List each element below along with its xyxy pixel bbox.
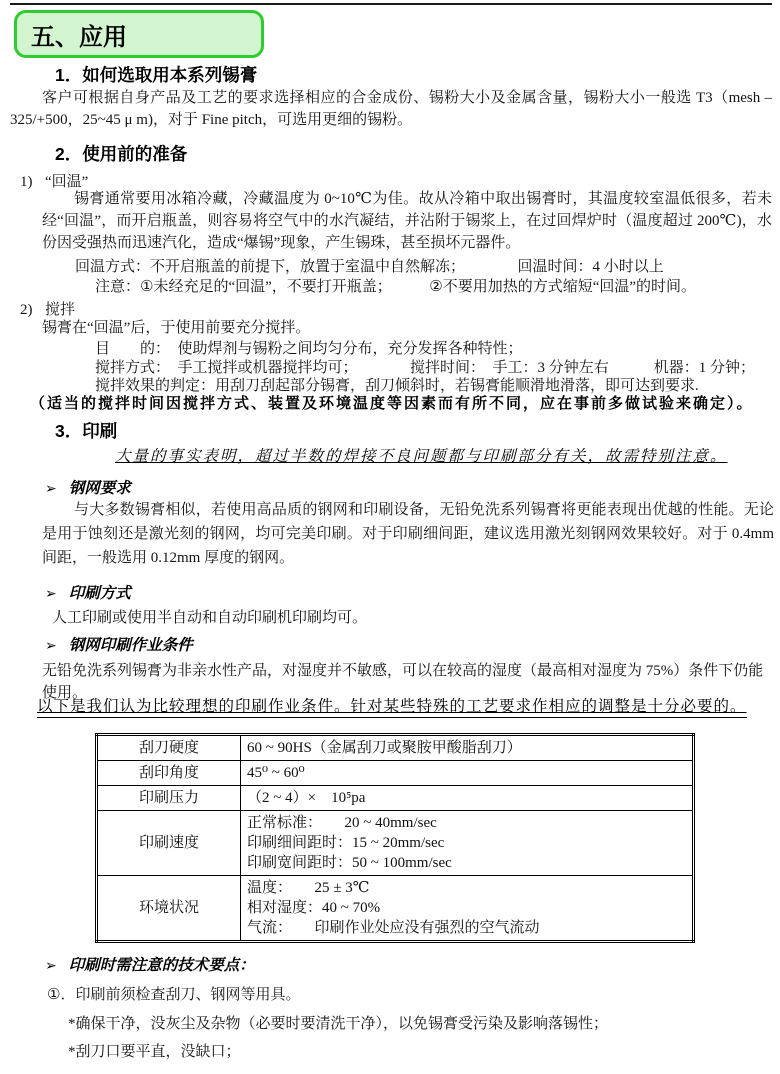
list-item-number: 1): [20, 174, 33, 190]
section-1-paragraph: 客户可根据自身产品及工艺的要求选择相应的合金成份、锡粉大小及金属含量，锡粉大小一般选 T3（mesh –325/+500，25~45 μ m)，对于 Fine pitch，可选用更细的锡粉。: [10, 90, 772, 128]
bullet-technical-points: [45, 953, 255, 975]
arrowhead-bullet-icon: ➢: [45, 586, 57, 602]
table-row: [97, 811, 694, 876]
cell-value: 印刷宽间距时：50 ~ 100mm/sec: [247, 855, 452, 871]
point-1-sub-2: *刮刀口要平直，没缺口；: [68, 1044, 241, 1060]
list-item-label: “回温”: [45, 174, 89, 190]
bullet-title: 钢网要求: [68, 480, 131, 497]
cell-value: 相对湿度：40 ~ 70%: [247, 900, 381, 916]
list-item-stir: [20, 298, 75, 319]
table-row: [97, 876, 694, 942]
list-item-label: 搅拌: [45, 302, 76, 318]
bullet-stencil-requirements: [45, 476, 131, 498]
bullet-printing-conditions: [45, 633, 193, 655]
reheat-paragraph: 锡膏通常要用冰箱冷藏，冷藏温度为 0~10℃为佳。故从冷箱中取出锡膏时，其温度较室温低很多，若未经“回温”，而开启瓶盖，则容易将空气中的水汽凝结，并沾附于锡浆上，在过回焊炉时（温度超过 200℃)，水份因受强热而迅速汽化，造成“爆锡”现象，产生锡珠，甚至损坏元器件。: [42, 191, 772, 251]
cell-value: （2 ~ 4）× 10⁵pa: [247, 790, 366, 806]
section-2-heading: 2．使用前的准备: [55, 144, 188, 164]
list-item-number: 2): [20, 302, 33, 318]
cell-value: 60 ~ 90HS（金属刮刀或聚胺甲酸脂刮刀）: [247, 740, 522, 756]
stir-purpose-line: 目 的： 使助焊剂与锡粉之间均匀分布，充分发挥各种特性；: [95, 341, 523, 357]
printing-conditions-line: 无铅免洗系列锡膏为非亲水性产品，对湿度并不敏感，可以在较高的湿度（最高相对湿度为 75%）条件下仍能使用。: [42, 663, 764, 701]
cell-value: 印刷细间距时：15 ~ 20mm/sec: [247, 835, 445, 851]
table-row: [97, 761, 694, 786]
bullet-title: 印刷时需注意的技术要点：: [68, 957, 255, 974]
row-label-print-pressure: 印刷压力: [97, 786, 241, 811]
cell-value: 温度： 25 ± 3℃: [247, 880, 370, 896]
bullet-title: 印刷方式: [68, 585, 131, 602]
cell-value: 45⁰ ~ 60⁰: [247, 765, 305, 781]
stir-method-line: 搅拌方式： 手工搅拌或机器搅拌均可； 搅拌时间： 手工：3 分钟左右 机器：1 分钟；: [95, 360, 756, 376]
ideal-conditions-note-wrap: [37, 694, 747, 716]
point-1-line: ①．印刷前须检查刮刀、钢网等用具。: [47, 987, 301, 1003]
cell-value: 正常标准： 20 ~ 40mm/sec: [247, 815, 437, 831]
printing-notice: 大量的事实表明，超过半数的焊接不良问题都与印刷部分有关，故需特别注意。: [115, 448, 728, 465]
section-3-heading: 3．印刷: [55, 421, 118, 441]
printing-method-line: 人工印刷或使用半自动和自动印刷机印刷均可。: [52, 610, 368, 626]
reheat-method-line: 回温方式：不开启瓶盖的前提下，放置于室温中自然解冻； 回温时间：4 小时以上: [75, 259, 664, 275]
arrowhead-bullet-icon: ➢: [45, 638, 57, 654]
row-label-environment: 环境状况: [97, 876, 241, 942]
arrowhead-bullet-icon: ➢: [45, 481, 57, 497]
section-1-heading: 1．如何选取用本系列锡膏: [55, 65, 258, 85]
stencil-paragraph: 与大多数锡膏相似，若使用高品质的钢网和印刷设备，无铅免洗系列锡膏将更能表现出优越的性能。无论是用于蚀刻还是激光刻的钢网，均可完美印刷。对于印刷细间距，建议选用激光刻钢网效果较好。对于 0.4mm 间距，一般选用 0.12mm 厚度的钢网。: [42, 502, 774, 566]
stir-intro-line: 锡膏在“回温”后，于使用前要充分搅拌。: [42, 320, 311, 336]
arrowhead-bullet-icon: ➢: [45, 958, 57, 974]
row-label-print-angle: 刮印角度: [97, 761, 241, 786]
row-label-print-speed: 印刷速度: [97, 811, 241, 876]
top-rule: [10, 3, 772, 5]
stir-judge-line: 搅拌效果的判定：用刮刀刮起部分锡膏，刮刀倾斜时，若锡膏能顺滑地滑落，即可达到要求.: [95, 378, 699, 394]
chapter-title-box: [14, 10, 264, 58]
table-row: [97, 735, 694, 761]
stir-bold-note: （适当的搅拌时间因搅拌方式、装置及环境温度等因素而有所不同，应在事前多做试验来确定）。: [30, 395, 754, 412]
row-label-squeegee-hardness: 刮刀硬度: [97, 735, 241, 761]
print-conditions-table: [95, 733, 695, 943]
bullet-title: 钢网印刷作业条件: [68, 637, 193, 654]
page-title: 五、应用: [31, 23, 127, 51]
table-row: [97, 786, 694, 811]
cell-value: 气流： 印刷作业处应没有强烈的空气流动: [247, 920, 540, 936]
bullet-printing-method: [45, 581, 131, 603]
point-1-sub-1: *确保干净，没灰尘及杂物（必要时要清洗干净），以免锡膏受污染及影响落锡性；: [68, 1016, 609, 1032]
reheat-note-line: 注意：①未经充足的“回温”，不要打开瓶盖； ②不要用加热的方式缩短“回温”的时间。: [95, 279, 697, 295]
ideal-conditions-note: 以下是我们认为比较理想的印刷作业条件。针对某些特殊的工艺要求作相应的调整是十分必要的。: [37, 698, 747, 718]
